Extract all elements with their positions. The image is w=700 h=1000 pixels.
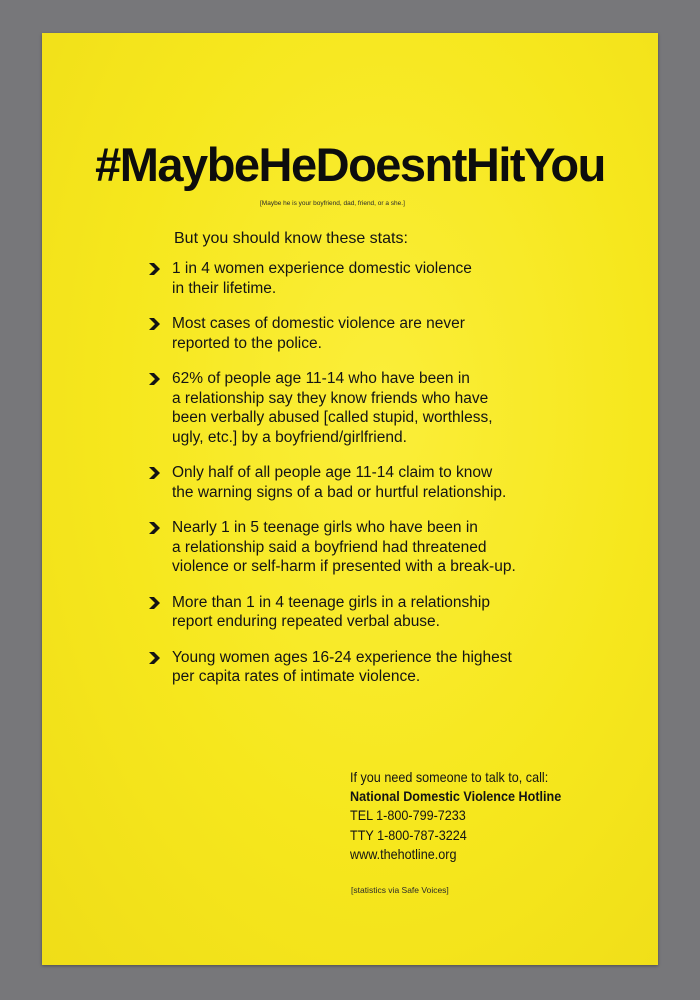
hotline-tty: TTY 1-800-787-3224 [350,826,467,843]
stat-item [145,259,565,298]
stat-text: Only half of all people age 11-14 claim to know the warning signs of a bad or hurtful relationship. [172,464,507,501]
chevron-right-icon [149,467,160,479]
stat-text: 1 in 4 women experience domestic violence in their lifetime. [172,260,472,297]
stat-item [145,518,565,577]
statistics-credit: [statistics via Safe Voices] [351,885,449,895]
stat-text: More than 1 in 4 teenage girls in a relationship report enduring repeated verbal abuse. [172,593,490,630]
stat-text: Young women ages 16-24 experience the highest per capita rates of intimate violence. [172,648,512,685]
poster-subtitle: [Maybe he is your boyfriend, dad, friend, or a she.] [260,200,405,207]
stat-item [145,463,565,502]
stat-item [145,314,565,353]
contact-prompt: If you need someone to talk to, call: [350,769,549,785]
stat-text: 62% of people age 11-14 who have been in a relationship say they know friends who have been verbally abused [called stupid, worthless, ugly, etc.] by a boyfriend/girlfriend. [172,370,493,446]
stat-item [145,648,565,687]
chevron-right-icon [149,318,160,330]
stats-list [145,259,565,703]
chevron-right-icon [149,263,160,275]
stat-item [145,369,565,447]
chevron-right-icon [149,373,160,385]
contact-block [350,768,561,864]
hotline-website: www.thehotline.org [350,845,457,862]
chevron-right-icon [149,652,160,664]
poster-title: #MaybeHeDoesntHitYou [95,138,605,191]
stat-item [145,593,565,632]
poster [42,33,658,965]
hotline-name: National Domestic Violence Hotline [350,788,562,805]
hotline-tel: TEL 1-800-799-7233 [350,807,466,824]
stats-intro: But you should know these stats: [174,230,408,247]
chevron-right-icon [149,522,160,534]
stat-text: Nearly 1 in 5 teenage girls who have been in a relationship said a boyfriend had threatened violence or self-harm if presented with a break-up. [172,519,516,575]
stat-text: Most cases of domestic violence are never reported to the police. [172,315,465,352]
chevron-right-icon [149,597,160,609]
